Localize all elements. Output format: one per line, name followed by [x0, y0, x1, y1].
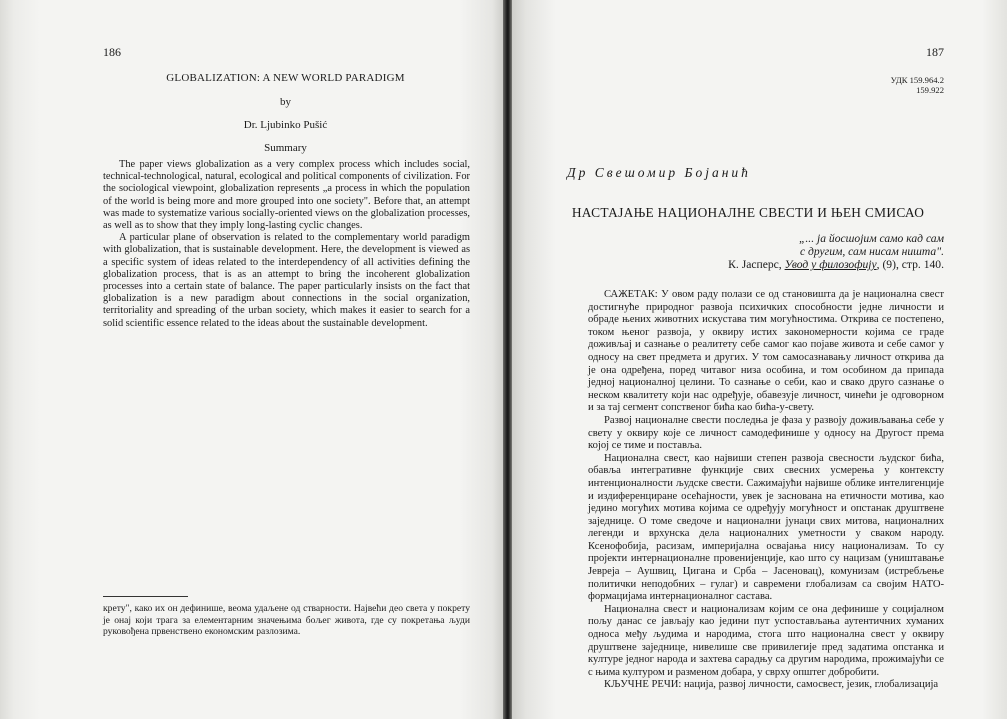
article-title: НАСТАЈАЊЕ НАЦИОНАЛНЕ СВЕСТИ И ЊЕН СМИСАО: [571, 205, 925, 220]
epigraph-source-author: К. Јасперс,: [728, 258, 785, 272]
udk-code: [842, 75, 944, 95]
byline-by: by: [280, 96, 291, 108]
abstract-paragraph: Национална свест, као највиши степен развоја свесности људског бића, обавља интегративне функције свих свесних усмерења у контексту интенционалности људске свести. Сажимајући највише облике интелигенције и издиференциране осећајности, увек је заснована на етичности мотива, као једино могућих мотива којима се одређују могућност и опстанак друштвене заједнице. О томе сведоче и национални јунаци свих митова, националних легенди и врхунска дела националних уметности у сваком народу. Ксенофобија, расизам, империјална освајања нису национализам. То су пројекти интернационалне провенијенције, као што су нацизам (уништавање Јевреја – Аушвиц, Цигана и Срба – Јасеновац), комунизам (истребљење политички неподобних – гулаг) и савремени глобализам са својим НАТО-формацијама интернационалног састава.: [588, 452, 944, 603]
epigraph-line: с другим, сам нисам ништа".: [799, 245, 944, 259]
keywords: КЉУЧНЕ РЕЧИ: нација, развој личности, самосвест, језик, глобализација: [604, 679, 939, 691]
summary-heading: Summary: [264, 142, 307, 154]
summary-body: [103, 159, 470, 330]
abstract-paragraph: Развој националне свести последња је фаза у развоју доживљавања себе у свету у оквиру које се личност самодефинише у односу на Другост према којој се тиме и поставља.: [588, 414, 944, 452]
epigraph-source-page: , (9), стр. 140.: [876, 258, 944, 272]
author-name: Др Свешомир Бојанић: [567, 165, 751, 180]
epigraph-source: [662, 258, 944, 271]
footnote-rule: [103, 596, 188, 597]
page-number: 186: [103, 45, 121, 59]
abstract-paragraph: Национална свест и национализам којим се она дефинише у социјалном пољу данас се јављају као једини пут успостављања аутентичних хуманих односа међу људима и народима, стога што национална свест у оквиру друштвене заједнице, нивелише све привилегије пред задатима опстанка и културе једног народа и захтева сарадњу са другим народима, прожимајући се с њима културом и размeном добара, у сврху општег добробити.: [588, 603, 944, 678]
summary-paragraph: A particular plane of observation is related to the complementary world paradigm with globalization, that is sustainable development. Here, the development is viewed as a specific system of ideas related to the interdependency of all activities defining the globalization process, that is as an attempt to bring the incoherent globalization processes into a certain state of balance. The paper particularly insists on the fact that globalization is a new paradigm about connections in the social organization, territoriality and spreading of the urban society, which makes it easier to search for a solid scientific essence related to the ideas about the sustainable development.: [103, 232, 470, 329]
right-page: [512, 0, 1007, 719]
article-body: [588, 289, 944, 692]
udk-line: 159.922: [916, 85, 944, 95]
book-gutter: [503, 0, 512, 719]
epigraph: [662, 232, 944, 272]
epigraph-source-book: Увод у филозофију: [784, 258, 877, 272]
article-title: GLOBALIZATION: A NEW WORLD PARADIGM: [166, 72, 405, 84]
footnote: крету", како их он дефинише, веома удаљене од стварности. Највећи део света у покрету је онај који трага за елементарним значењима бољег живота, где су покретања људи руковођена првенствено економским разлозима.: [103, 603, 470, 638]
udk-line: УДК 159.964.2: [890, 75, 944, 85]
epigraph-line: „... ја йосшојим само кад сам: [798, 232, 944, 245]
abstract-paragraph: САЖЕТАК: У овом раду полази се од становишта да је национална свест достигнуће природног развоја психичких способности једне личности и обраде њених животних искустава тим могућностима. Открива се постепено, током њеног развоја, у оквиру истих закономерности којима се граде доживљај и сазнање о реалитету себе самог као појаве живота и себе самог у односу на свет предмета и других. У том самосазнавању личност открива да је она одређена, поред читавог низа особина, и том особином да припада једној националној целини. То сазнање о себи, као и свако друго сазнање о неском квалитету који нас одређује, обавезује личност, чинећи је одговорном и за тај сегмент сопственог бића као бића-у-свету.: [588, 289, 944, 414]
left-page: [0, 0, 503, 719]
author-name: Dr. Ljubinko Pušić: [243, 119, 328, 131]
page-number: 187: [926, 45, 944, 59]
summary-paragraph: The paper views globalization as a very complex process which includes social, technical-technological, natural, ecological and political components of civilization. For the sociological viewpoint, globalization represents „a process in which the population of the world is being more and more grouped into one society". Before that, an attempt was made to systematize various socially-oriented views on the globalization processes, as well as to show that they imply long-lasting cyclic changes.: [103, 159, 470, 232]
